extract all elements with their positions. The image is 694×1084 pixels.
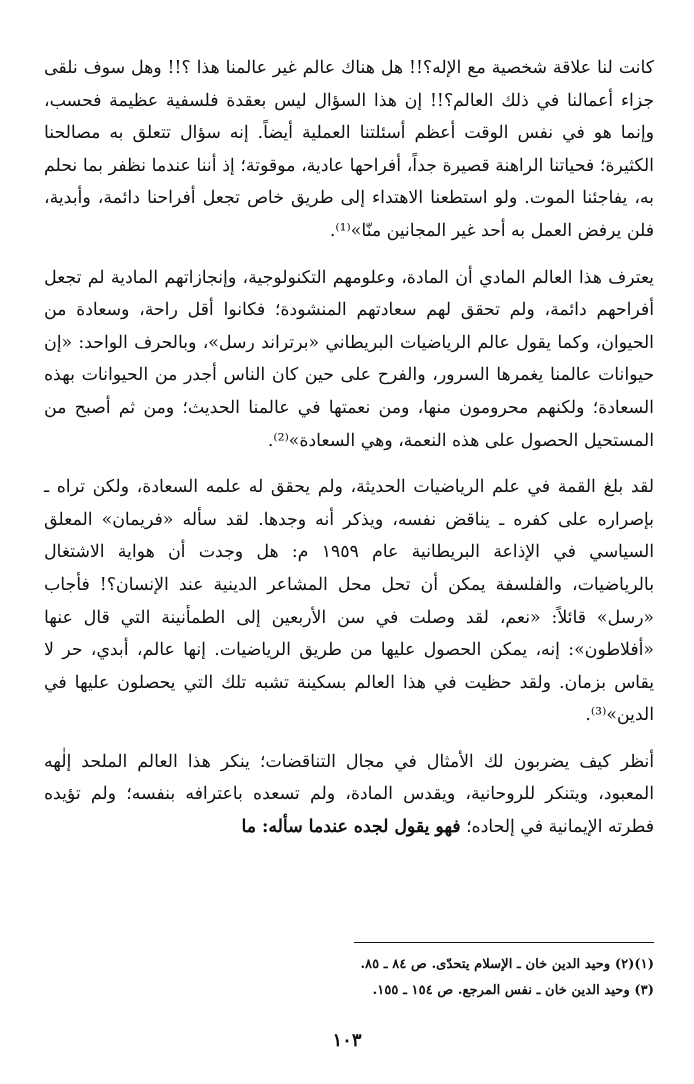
footnote-1: (١)(٢) وحيد الدين خان ـ الإسلام يتحدّى. ص ٨٤ ـ ٨٥.: [360, 957, 654, 972]
paragraph-1: كانت لنا علاقة شخصية مع الإله؟!! هل هناك عالم غير عالمنا هذا ؟!! وهل سوف نلقى جزاء أعمالنا في ذلك العالم؟!! إن هذا السؤال ليس بعقدة فلسفية عظيمة فحسب، وإنما هو في نفس الوقت أعظم أسئلتنا العملية أيضاً. إنه سؤال تتعلق به مصالحنا الكثيرة؛ فحياتنا الراهنة قصيرة جداً، أفراحها عادية، موقوتة؛ إذ أننا عندما نظفر بما نحلم به، يفاجئنا الموت. ولو استطعنا الاهتداء إلى طريق خاص تجعل أفراحنا دائمة، وأبدية، فلن يرفض العمل به أحد غير المجانين منّا»⁽¹⁾.: [44, 58, 654, 241]
paragraph-2: يعترف هذا العالم المادي أن المادة، وعلومهم التكنولوجية، وإنجازاتهم المادية لم تجعل أفراحهم دائمة، ولم تحقق لهم سعادتهم المنشودة؛ فكانوا أقل راحة، وسعادة من الحيوان، وكما يقول عالم الرياضيات البريطاني «برتراند رسل»، وبالحرف الواحد: «إن حيوانات عالمنا يغمرها السرور، والفرح على حين كان الناس أجدر من الحيوانات بهذه السعادة؛ ولكنهم محرومون منها، ومن نعمتها في عالمنا الحديث؛ ومن ثم أصبح من المستحيل الحصول على هذه النعمة، وهي السعادة»⁽²⁾.: [44, 267, 654, 451]
paragraph-4: [44, 746, 654, 844]
footnote-2: (٣) وحيد الدين خان ـ نفس المرجع. ص ١٥٤ ـ ١٥٥.: [372, 983, 654, 998]
page-number: ١٠٣: [332, 1030, 362, 1051]
paragraph-4-text: أنظر كيف يضربون لك الأمثال في مجال التناقضات؛ ينكر هذا العالم الملحد إلٰهه المعبود، ويتنكر للروحانية، ويقدس المادة، ولم تسعده باعترافه بنفسه؛ ولم تؤيده فطرته الإيمانية في إلحاده؛: [44, 751, 654, 838]
footnote-divider: [354, 942, 654, 943]
paragraph-4-bold-tail: فهو يقول لجده عندما سأله: ما: [241, 817, 461, 838]
paragraph-3: لقد بلغ القمة في علم الرياضيات الحديثة، ولم يحقق له علمه السعادة، ولكن تراه ـ بإصراره على كفره ـ يناقض نفسه، ويذكر أنه وجدها. لقد سأله «فريمان» المعلق السياسي في الإذاعة البريطانية عام ١٩٥٩ م: هل وجدت أن هواية الاشتغال بالرياضيات، والفلسفة يمكن أن تحل محل المشاعر الدينية عند الإنسان؟! فأجاب «رسل» قائلاً: «نعم، لقد وصلت في سن الأربعين إلى الطمأنينة التي قال عنها «أفلاطون»: إنه، يمكن الحصول عليها من طريق الرياضيات. إنها عالم، أبدي، حر لا يقاس بزمان. ولقد حظيت في هذا العالم بسكينة تشبه تلك التي يحصلون عليها في الدين»⁽³⁾.: [44, 477, 655, 726]
footnotes: [44, 952, 654, 1004]
